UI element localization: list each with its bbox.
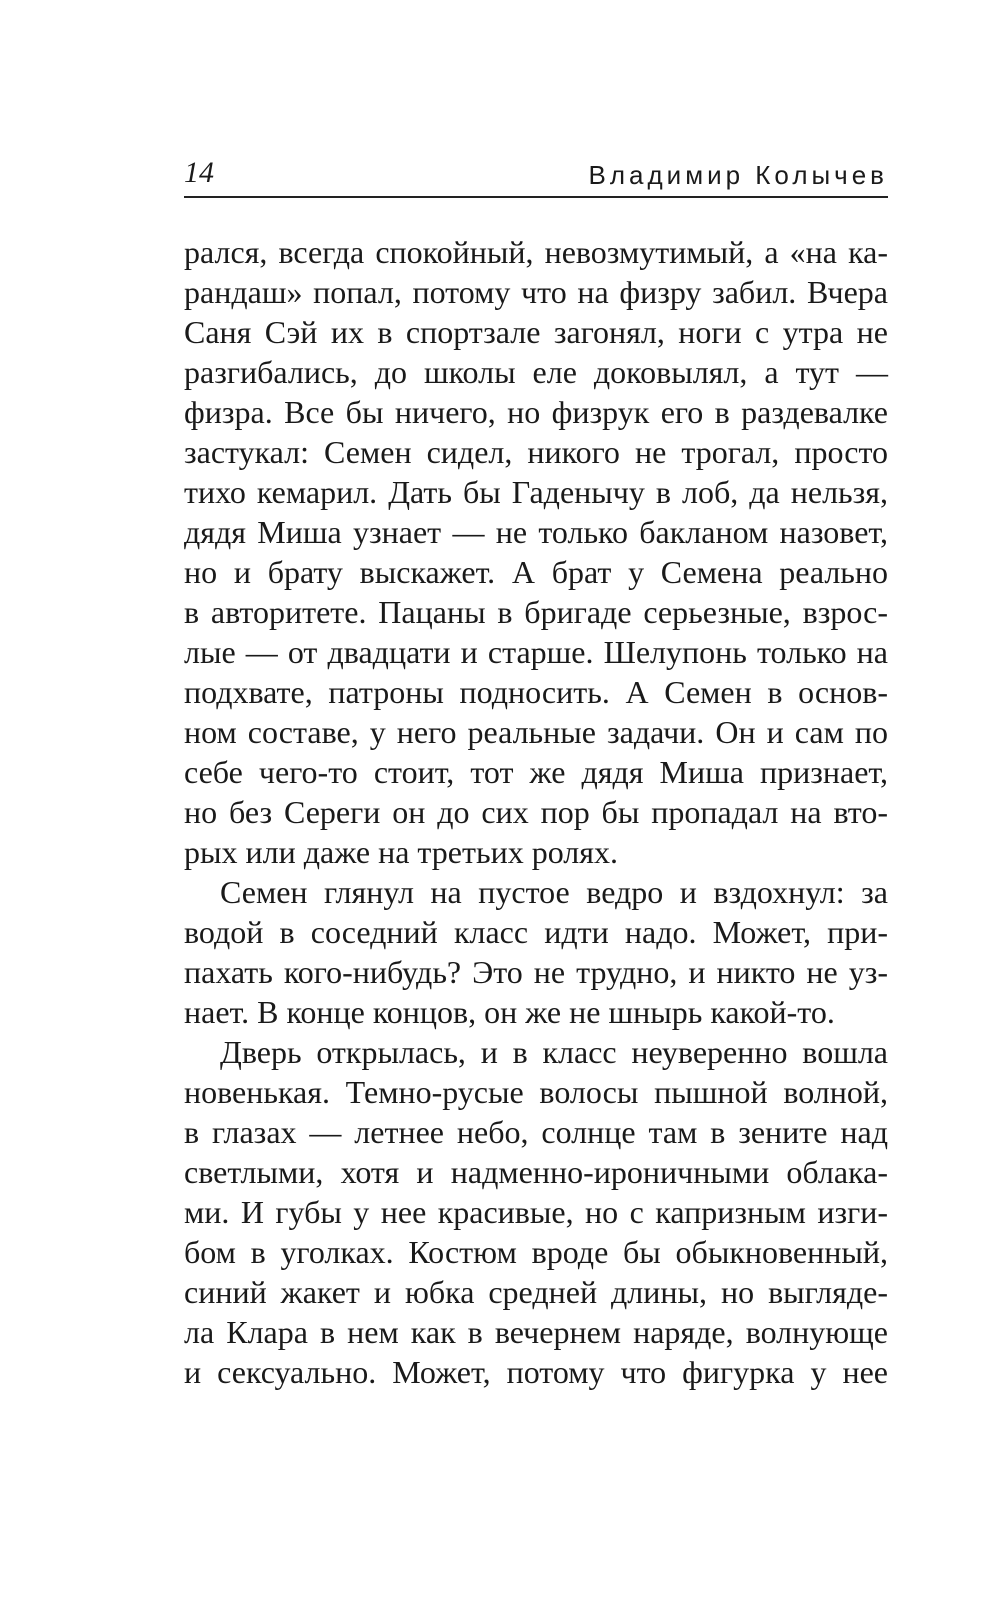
- text-line: водой в соседний класс идти надо. Может, при-: [184, 914, 888, 950]
- text-line: и сексуально. Может, потому что фигурка у нее: [184, 1354, 888, 1390]
- text-line: лые — от двадцати и старше. Шелупонь только на: [184, 634, 888, 670]
- text-line: рых или даже на третьих ролях.: [184, 834, 618, 870]
- text-line: разгибались, до школы еле доковылял, а тут —: [184, 354, 888, 390]
- text-line: бом в уголках. Костюм вроде бы обыкновенный,: [184, 1234, 888, 1270]
- text-line: Семен глянул на пустое ведро и вздохнул: за: [220, 874, 888, 910]
- text-line: в глазах — летнее небо, солнце там в зените над: [184, 1114, 888, 1150]
- text-line: рандаш» попал, потому что на физру забил. Вчера: [184, 274, 888, 310]
- text-line: Саня Сэй их в спортзале загонял, ноги с утра не: [184, 314, 888, 350]
- text-line: себе чего-то стоит, тот же дядя Миша признает,: [184, 754, 888, 790]
- paragraph-3: [184, 1032, 888, 1392]
- text-line: рался, всегда спокойный, невозмутимый, а «на ка-: [184, 234, 888, 270]
- text-line: нает. В конце концов, он же не шнырь какой-то.: [184, 994, 835, 1030]
- text-line: ла Клара в нем как в вечернем наряде, волнующе: [184, 1314, 888, 1350]
- text-line: Дверь открылась, и в класс неуверенно вошла: [220, 1034, 888, 1070]
- text-line: синий жакет и юбка средней длины, но выгляде-: [184, 1274, 888, 1310]
- text-line: в авторитете. Пацаны в бригаде серьезные, взрос-: [184, 594, 888, 630]
- body-text: [184, 232, 888, 1392]
- page-number: 14: [184, 156, 214, 189]
- paragraph-1: [184, 232, 888, 872]
- text-line: дядя Миша узнает — не только бакланом назовет,: [184, 514, 888, 550]
- text-line: но без Сереги он до сих пор бы пропадал на вто-: [184, 794, 888, 830]
- text-line: подхвате, патроны подносить. А Семен в основ-: [184, 674, 888, 710]
- text-line: ном составе, у него реальные задачи. Он и сам по: [184, 714, 888, 750]
- text-line: физра. Все бы ничего, но физрук его в раздевалке: [184, 394, 888, 430]
- paragraph-2: [184, 872, 888, 1032]
- author-name: Владимир Колычев: [588, 160, 888, 190]
- text-line: ми. И губы у нее красивые, но с капризным изги-: [184, 1194, 888, 1230]
- text-line: светлыми, хотя и надменно-ироничными облака-: [184, 1154, 888, 1190]
- text-line: но и брату выскажет. А брат у Семена реально: [184, 554, 888, 590]
- text-line: тихо кемарил. Дать бы Гаденычу в лоб, да нельзя,: [184, 474, 888, 510]
- text-line: застукал: Семен сидел, никого не трогал, просто: [184, 434, 888, 470]
- text-line: пахать кого-нибудь? Это не трудно, и никто не уз-: [184, 954, 888, 990]
- running-header: [184, 150, 888, 198]
- text-line: новенькая. Темно-русые волосы пышной волной,: [184, 1074, 888, 1110]
